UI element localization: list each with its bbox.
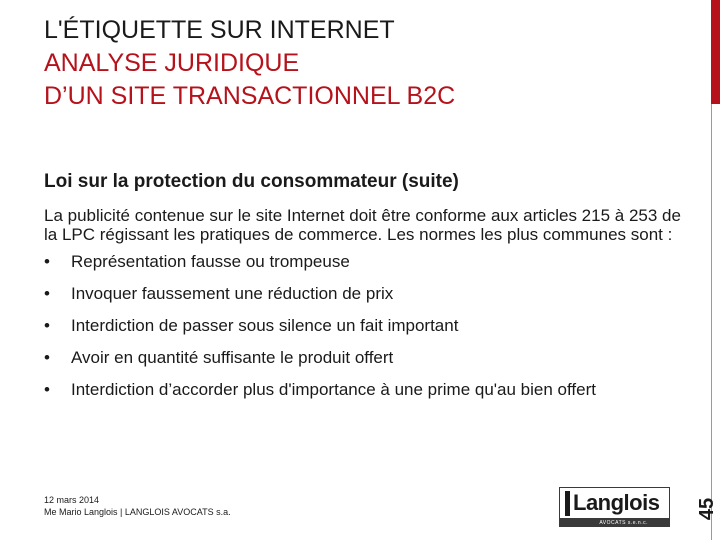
right-divider-line [711, 104, 712, 540]
footer [44, 494, 231, 518]
bullet-dot-icon: • [44, 284, 50, 303]
bullet-item [44, 252, 684, 272]
slide-title [44, 14, 674, 113]
bullet-text: Interdiction de passer sous silence un fait important [71, 316, 459, 335]
bullet-item [44, 348, 684, 368]
bullet-text: Représentation fausse ou trompeuse [71, 252, 350, 271]
bullet-item [44, 284, 684, 304]
bullet-text: Avoir en quantité suffisante le produit offert [71, 348, 394, 367]
bullet-dot-icon: • [44, 252, 50, 271]
right-accent-bar [711, 0, 720, 104]
title-line-3: D’UN SITE TRANSACTIONNEL B2C [44, 82, 456, 110]
page-number: 45 [696, 497, 718, 521]
bullet-dot-icon: • [44, 316, 50, 335]
logo-tagline-band [559, 519, 670, 527]
logo-tagline: AVOCATS s.e.n.c. [599, 520, 648, 526]
logo-frame [559, 487, 670, 519]
section-heading: Loi sur la protection du consommateur (suite) [44, 171, 459, 192]
logo-bar-icon [565, 491, 570, 516]
bullet-text: Invoquer faussement une réduction de prix [71, 284, 394, 303]
intro-paragraph: La publicité contenue sur le site Internet doit être conforme aux articles 215 à 253 de la LPC régissant les pratiques de commerce. Les normes les plus communes sont : [44, 206, 681, 244]
slide-body [44, 168, 684, 412]
footer-date: 12 mars 2014 [44, 495, 100, 505]
title-line-1: L'ÉTIQUETTE SUR INTERNET [44, 16, 395, 44]
bullet-list [44, 252, 684, 400]
title-line-2: ANALYSE JURIDIQUE [44, 49, 300, 77]
bullet-dot-icon: • [44, 380, 50, 399]
footer-author: Me Mario Langlois | LANGLOIS AVOCATS s.a. [44, 507, 231, 517]
bullet-item [44, 380, 684, 400]
bullet-dot-icon: • [44, 348, 50, 367]
bullet-item [44, 316, 684, 336]
logo-wordmark: Langlois [573, 490, 660, 515]
bullet-text: Interdiction d’accorder plus d'importance à une prime qu'au bien offert [71, 380, 596, 399]
langlois-logo [559, 487, 670, 527]
